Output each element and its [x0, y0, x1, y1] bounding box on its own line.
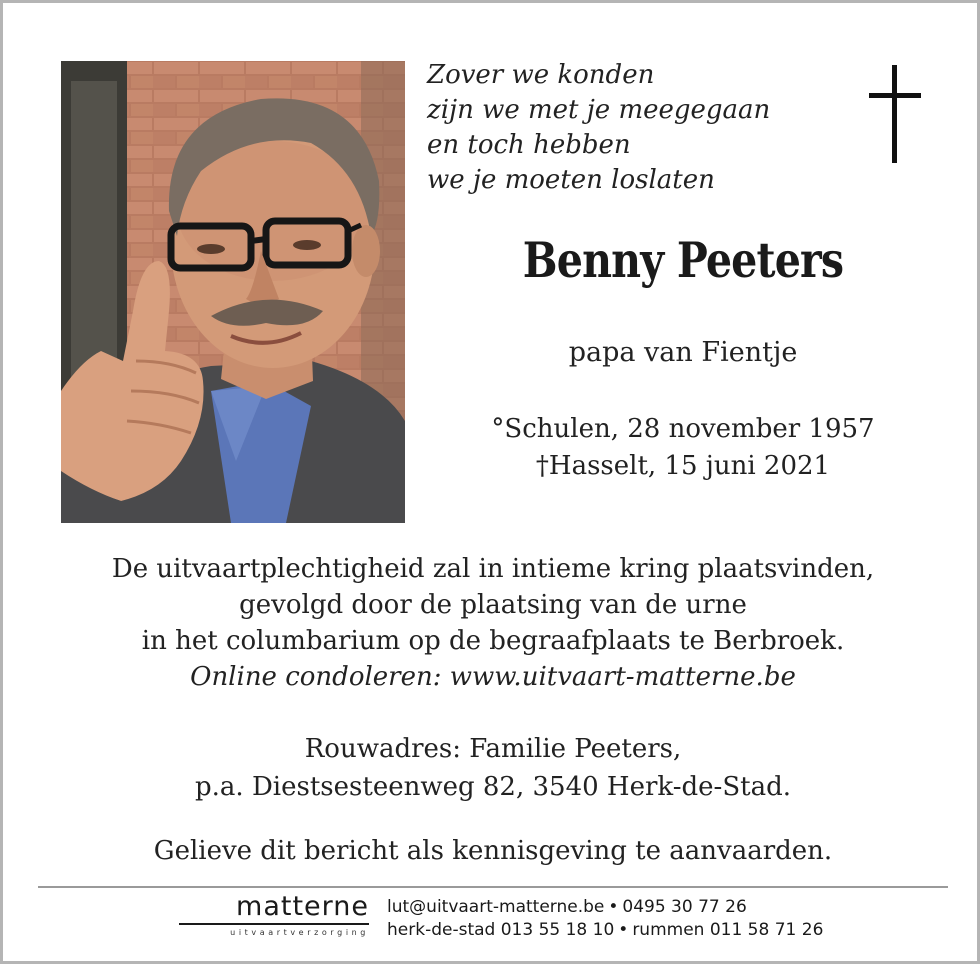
footer-divider: [38, 886, 948, 888]
footer-contact: [387, 896, 823, 942]
birth-date: °Schulen, 28 november 1957: [491, 414, 875, 444]
online-condolence-link[interactable]: Online condoleren: www.uitvaart-matterne.be: [190, 662, 796, 692]
portrait-photo: [61, 61, 405, 523]
poem-line: Zover we konden: [427, 60, 655, 90]
closing-note: Gelieve dit bericht als kennisgeving te aanvaarden.: [153, 836, 833, 866]
deceased-name: Benny Peeters: [522, 231, 844, 289]
mourning-address: [3, 730, 980, 806]
logo-tagline: uitvaartverzorging: [230, 928, 369, 937]
address-line: Rouwadres: Familie Peeters,: [304, 734, 682, 764]
poem-line: zijn we met je meegegaan: [427, 95, 771, 125]
deceased-relation: papa van Fientje: [568, 337, 798, 368]
portrait-photo-illustration: [61, 61, 405, 523]
ceremony-line: in het columbarium op de begraafplaats te Berbroek.: [141, 626, 845, 656]
ceremony-text: [3, 551, 980, 695]
poem-line: we je moeten loslaten: [427, 165, 715, 195]
poem: [427, 58, 770, 198]
office-rummen[interactable]: rummen 011 58 71 26: [632, 920, 824, 940]
bullet-separator: •: [608, 897, 619, 917]
office-herk-de-stad[interactable]: herk-de-stad 013 55 18 10: [387, 920, 615, 940]
ceremony-line: De uitvaartplechtigheid zal in intieme kring plaatsvinden,: [111, 554, 875, 584]
contact-line-1: [387, 896, 823, 919]
funeral-home-logo: [179, 892, 369, 937]
logo-underline: [179, 923, 369, 925]
life-dates: [423, 411, 943, 485]
cross-icon: [865, 65, 925, 163]
contact-phone[interactable]: 0495 30 77 26: [622, 897, 747, 917]
ceremony-line: gevolgd door de plaatsing van de urne: [239, 590, 747, 620]
contact-line-2: [387, 919, 823, 942]
bullet-separator: •: [618, 920, 629, 940]
logo-wordmark: matterne: [236, 891, 369, 922]
poem-line: en toch hebben: [427, 130, 631, 160]
death-date: †Hasselt, 15 juni 2021: [535, 451, 831, 481]
address-line: p.a. Diestsesteenweg 82, 3540 Herk-de-Stad.: [195, 772, 791, 802]
contact-email[interactable]: lut@uitvaart-matterne.be: [387, 897, 605, 917]
